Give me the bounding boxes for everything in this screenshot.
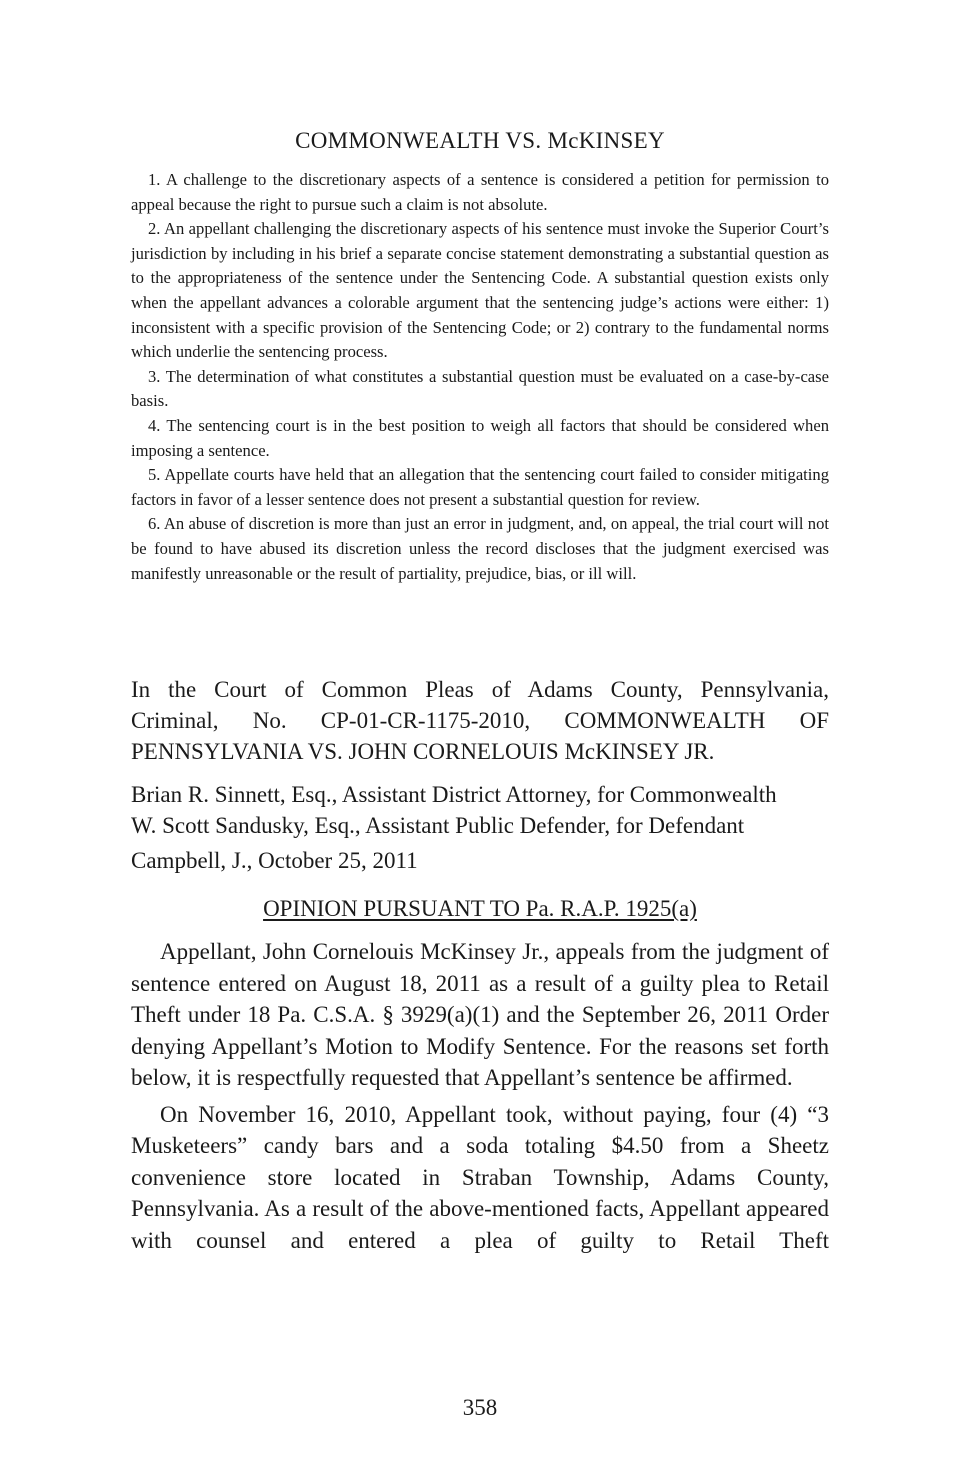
headnote-6: 6. An abuse of discretion is more than just an error in judgment, and, on appeal, the trial court will not be found to have abused its discretion unless the record discloses that the judgment exercised was manifestly unreasonable or the result of partiality, prejudice, bias, or ill will. [131, 514, 829, 583]
prosecution-counsel: Brian R. Sinnett, Esq., Assistant District Attorney, for Commonwealth [131, 782, 777, 807]
caption-line-1: In the Court of Common Pleas of Adams County, Pennsylvania, [131, 677, 829, 702]
opinion-title: OPINION PURSUANT TO Pa. R.A.P. 1925(a) [263, 896, 697, 921]
judge-line: Campbell, J., October 25, 2011 [131, 848, 418, 873]
headnote-3: 3. The determination of what constitutes a substantial question must be evaluated on a case-by-case basis. [131, 366, 829, 411]
headnote-4: 4. The sentencing court is in the best position to weigh all factors that should be considered when imposing a sentence. [131, 415, 829, 460]
page-number: 358 [462, 1395, 498, 1420]
headnotes [131, 168, 829, 586]
counsel-block [131, 779, 829, 841]
opinion-body [131, 936, 829, 1261]
case-caption [131, 674, 829, 767]
headnote-5: 5. Appellate courts have held that an allegation that the sentencing court failed to consider mitigating factors in favor of a lesser sentence does not present a substantial question for review. [131, 465, 829, 509]
caption-line-2: Criminal, No. CP-01-CR-1175-2010, COMMONWEALTH OF [131, 708, 829, 733]
headnote-1: 1. A challenge to the discretionary aspects of a sentence is considered a petition for permission to appeal because the right to pursue such a claim is not absolute. [131, 170, 829, 214]
body-paragraph-1: Appellant, John Cornelouis McKinsey Jr., appeals from the judgment of sentence entered on August 18, 2011 as a result of a guilty plea to Retail Theft under 18 Pa. C.S.A. § 3929(a)(1) and the September 26, 2011 Order denying Appellant’s Motion to Modify Sentence. For the reasons set forth below, it is respectfully requested that Appellant’s sentence be affirmed. [131, 939, 829, 1090]
defense-counsel: W. Scott Sandusky, Esq., Assistant Public Defender, for Defendant [131, 813, 745, 838]
running-head: COMMONWEALTH VS. McKINSEY [295, 128, 665, 153]
body-paragraph-2: On November 16, 2010, Appellant took, without paying, four (4) “3 Musketeers” candy bars and a soda totaling $4.50 from a Sheetz convenience store located in Straban Township, Adams County, Pennsylvania. As a result of the above-mentioned facts, Appellant appeared with counsel and entered a plea of guilty to Retail Theft [131, 1101, 829, 1253]
caption-line-3: PENNSYLVANIA VS. JOHN CORNELOUIS McKINSEY JR. [131, 739, 715, 764]
headnote-2: 2. An appellant challenging the discretionary aspects of his sentence must invoke the Superior Court’s jurisdiction by including in his brief a separate concise statement demonstrating a substantial question as to the appropriateness of the sentence under the Sentencing Code. A substantial question exists only when the appellant advances a colorable argument that the sentencing judge’s actions were either: 1) inconsistent with a specific provision of the Sentencing Code; or 2) contrary to the fundamental norms which underlie the sentencing process. [131, 219, 829, 362]
